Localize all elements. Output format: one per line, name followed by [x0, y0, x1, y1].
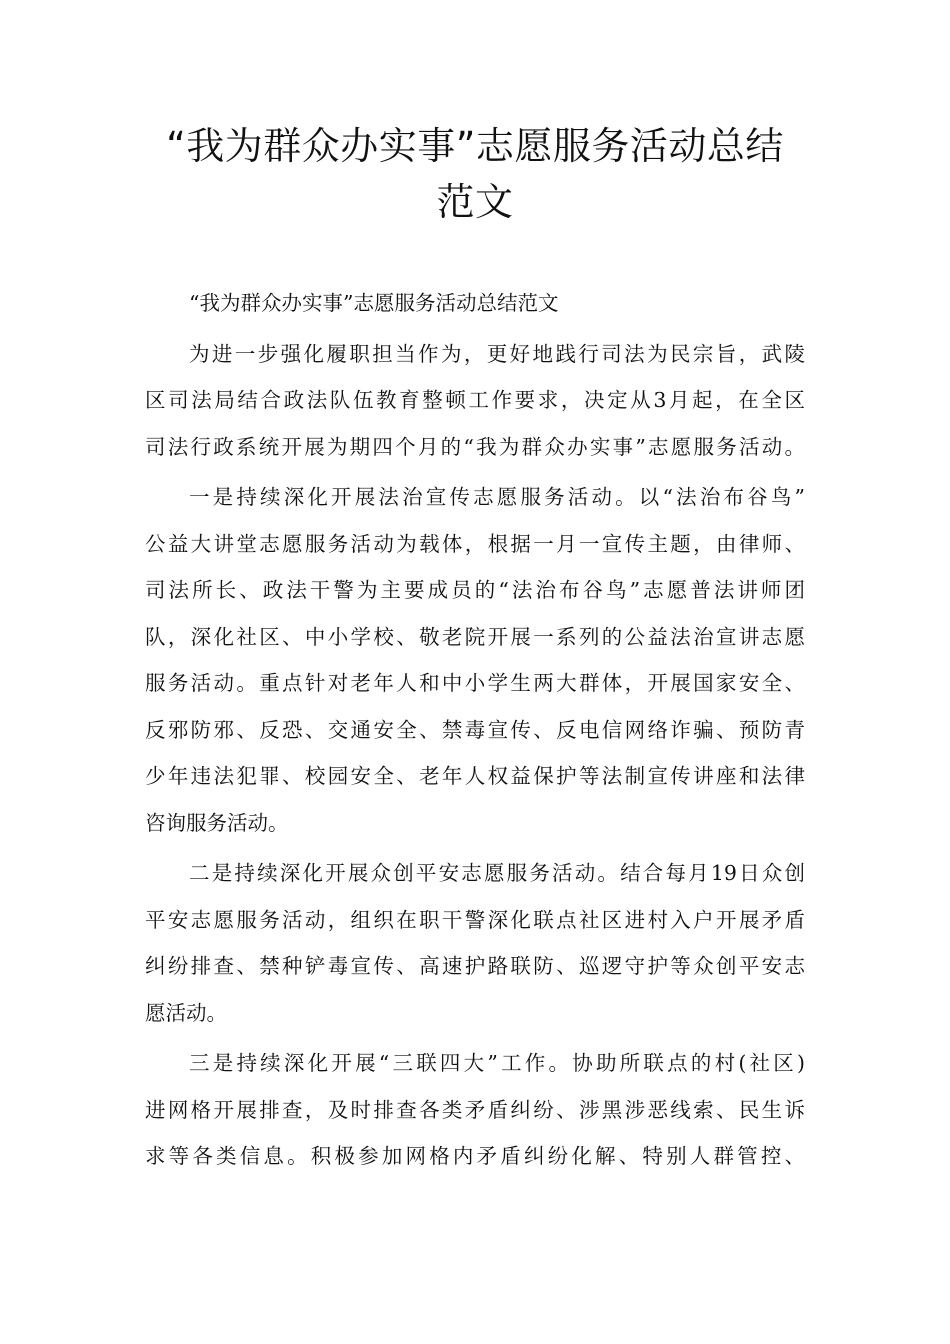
- document-title: [140, 118, 810, 230]
- paragraph-intro-title: [145, 280, 805, 327]
- title-line-2: 范文: [436, 180, 514, 224]
- paragraph-line: 咨询服务活动。: [145, 810, 289, 835]
- document-body: [145, 280, 805, 1184]
- paragraph-line: 愿活动。: [145, 1000, 227, 1025]
- paragraph-line: 二是持续深化开展众创平安志愿服务活动。结合每月19日众创: [189, 861, 805, 885]
- paragraph-line: 服务活动。重点针对老年人和中小学生两大群体，开展国家安全、: [145, 671, 805, 695]
- paragraph-line: 公益大讲堂志愿服务活动为载体，根据一月一宣传主题，由律师、: [145, 531, 805, 556]
- paragraph-line: 三是持续深化开展“三联四大”工作。协助所联点的村(社区): [189, 1051, 805, 1075]
- paragraph-line: “我为群众办实事”志愿服务活动总结范文: [189, 291, 559, 315]
- paragraph-background: [145, 331, 805, 471]
- paragraph-line: 平安志愿服务活动，组织在职干警深化联点社区进村入户开展矛盾: [145, 907, 805, 932]
- paragraph-peace-creation: [145, 850, 805, 1036]
- paragraph-line: 司法所长、政法干警为主要成员的“法治布谷鸟”志愿普法讲师团: [145, 578, 805, 602]
- paragraph-line: 队，深化社区、中小学校、敬老院开展一系列的公益法治宣讲志愿: [145, 624, 805, 649]
- title-line-1: “我为群众办实事”志愿服务活动总结: [166, 124, 784, 168]
- paragraph-line: 求等各类信息。积极参加网格内矛盾纠纷化解、特别人群管控、: [145, 1144, 805, 1168]
- paragraph-line: 区司法局结合政法队伍教育整顿工作要求，决定从3月起，在全区: [145, 388, 805, 412]
- paragraph-legal-publicity: [145, 474, 805, 846]
- paragraph-line: 少年违法犯罪、校园安全、老年人权益保护等法制宣传讲座和法律: [145, 764, 805, 788]
- paragraph-three-links: [145, 1040, 805, 1180]
- paragraph-line: 进网格开展排查，及时排查各类矛盾纠纷、涉黑涉恶线索、民生诉: [145, 1097, 805, 1122]
- paragraph-line: 为进一步强化履职担当作为，更好地践行司法为民宗旨，武陵: [189, 341, 805, 366]
- paragraph-line: 一是持续深化开展法治宣传志愿服务活动。以“法治布谷鸟”: [189, 485, 805, 509]
- paragraph-line: 反邪防邪、反恐、交通安全、禁毒宣传、反电信网络诈骗、预防青: [145, 717, 805, 742]
- paragraph-line: 司法行政系统开展为期四个月的“我为群众办实事”志愿服务活动。: [145, 434, 805, 459]
- paragraph-line: 纠纷排查、禁种铲毒宣传、高速护路联防、巡逻守护等众创平安志: [145, 954, 805, 978]
